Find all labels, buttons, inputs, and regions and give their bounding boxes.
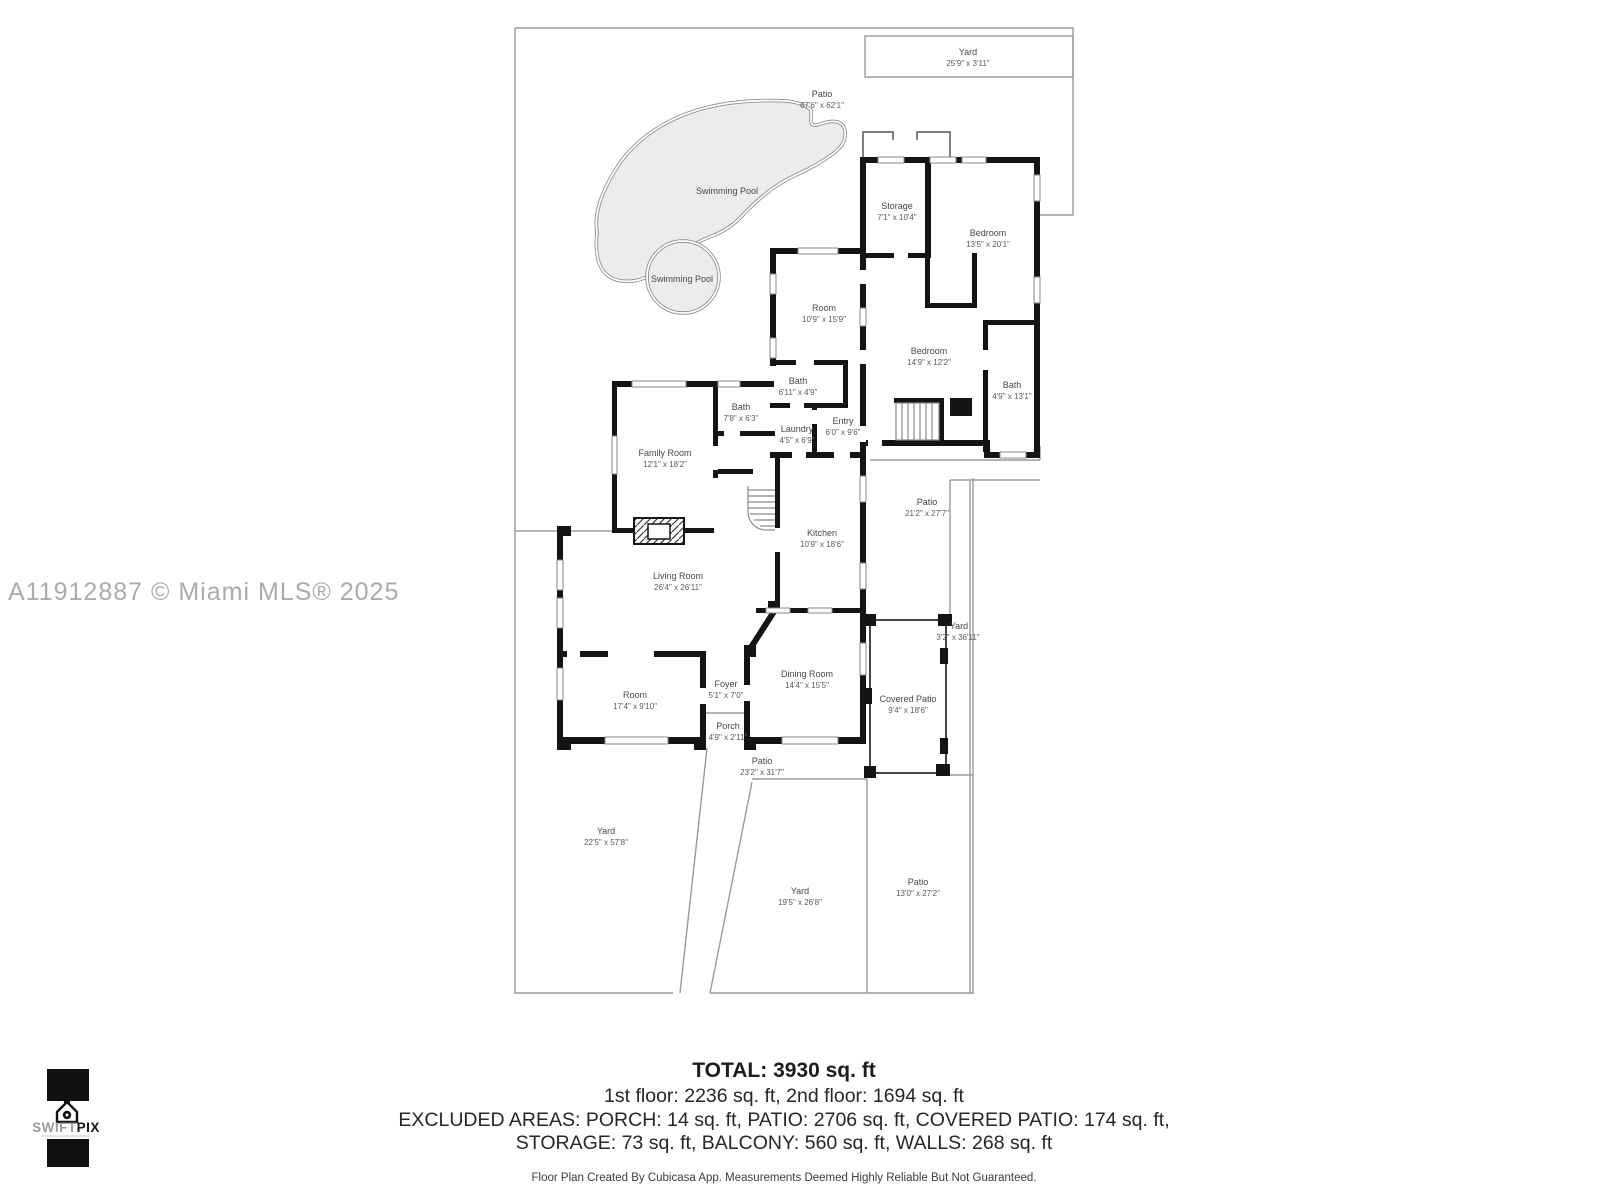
svg-text:Room: Room bbox=[811, 303, 837, 313]
logo-block-bottom bbox=[47, 1139, 89, 1167]
room-label-yard-west bbox=[584, 826, 628, 847]
room-label-covered-patio bbox=[879, 694, 936, 715]
summary-excluded-2: STORAGE: 73 sq. ft, BALCONY: 560 sq. ft, WALLS: 268 sq. ft bbox=[515, 1132, 1053, 1154]
walkway bbox=[680, 748, 973, 993]
svg-text:Kitchen: Kitchen bbox=[806, 528, 838, 538]
svg-text:23'2" x 31'7": 23'2" x 31'7" bbox=[740, 768, 784, 777]
house-camera-icon bbox=[57, 1099, 77, 1122]
svg-text:Swimming Pool: Swimming Pool bbox=[650, 274, 714, 284]
svg-text:Bath: Bath bbox=[788, 376, 808, 386]
svg-text:12'1" x 18'2": 12'1" x 18'2" bbox=[643, 460, 687, 469]
svg-text:9'4" x 18'6": 9'4" x 18'6" bbox=[888, 706, 928, 715]
svg-text:10'9" x 15'9": 10'9" x 15'9" bbox=[802, 315, 846, 324]
room-label-porch bbox=[709, 721, 748, 742]
logo-block-top bbox=[47, 1069, 89, 1101]
svg-text:Patio: Patio bbox=[751, 756, 773, 766]
svg-text:13'5" x 20'1": 13'5" x 20'1" bbox=[966, 240, 1010, 249]
svg-text:Family Room: Family Room bbox=[638, 448, 692, 458]
area-summary bbox=[398, 1059, 1169, 1184]
svg-text:Porch: Porch bbox=[716, 721, 740, 731]
svg-text:19'5" x 26'8": 19'5" x 26'8" bbox=[778, 898, 822, 907]
swimming-pool bbox=[596, 101, 845, 313]
room-label-yard-south bbox=[778, 886, 822, 907]
room-label-bath-c bbox=[724, 402, 759, 423]
room-label-bedroom-lower bbox=[907, 346, 951, 367]
room-label-bath-a bbox=[779, 376, 818, 397]
svg-text:6'11" x 4'9": 6'11" x 4'9" bbox=[778, 388, 818, 397]
svg-text:7'8" x 6'3": 7'8" x 6'3" bbox=[723, 414, 759, 423]
footer-disclaimer: Floor Plan Created By Cubicasa App. Measurements Deemed Highly Reliable But Not Guaranteed. bbox=[531, 1172, 1037, 1184]
room-label-swimming-pool-spa bbox=[651, 274, 713, 284]
svg-text:Foyer: Foyer bbox=[714, 679, 738, 689]
svg-text:Laundry: Laundry bbox=[780, 424, 814, 434]
room-label-patio-south bbox=[740, 756, 784, 777]
svg-text:4'9" x 13'1": 4'9" x 13'1" bbox=[992, 392, 1032, 401]
svg-text:25'9" x 3'11": 25'9" x 3'11" bbox=[946, 59, 990, 68]
room-label-storage bbox=[877, 201, 917, 222]
svg-text:Bath: Bath bbox=[1002, 380, 1022, 390]
svg-text:Yard: Yard bbox=[790, 886, 810, 896]
svg-text:6'0" x 9'6": 6'0" x 9'6" bbox=[825, 428, 861, 437]
fireplace bbox=[634, 518, 684, 544]
svg-text:Yard: Yard bbox=[958, 47, 978, 57]
svg-text:10'9" x 18'6": 10'9" x 18'6" bbox=[800, 540, 844, 549]
svg-text:4'5" x 6'9": 4'5" x 6'9" bbox=[779, 436, 815, 445]
svg-text:Yard: Yard bbox=[596, 826, 616, 836]
svg-text:Bath: Bath bbox=[731, 402, 751, 412]
room-label-entry bbox=[826, 416, 861, 437]
room-label-family-room bbox=[638, 448, 691, 469]
room-label-laundry bbox=[780, 424, 815, 445]
mls-watermark: A11912887 © Miami MLS® 2025 bbox=[8, 578, 400, 606]
room-label-room-upper bbox=[802, 303, 846, 324]
svg-text:7'1" x 10'4": 7'1" x 10'4" bbox=[877, 213, 917, 222]
svg-text:Storage: Storage bbox=[881, 201, 913, 211]
room-label-swimming-pool bbox=[696, 186, 758, 196]
svg-text:Yard: Yard bbox=[949, 621, 969, 631]
room-label-yard-top bbox=[946, 47, 989, 68]
room-label-room-lower bbox=[613, 690, 657, 711]
room-label-dining-room bbox=[781, 669, 833, 690]
stairs-upper bbox=[896, 403, 939, 440]
svg-text:Swimming Pool: Swimming Pool bbox=[695, 186, 759, 196]
svg-text:14'4" x 15'5": 14'4" x 15'5" bbox=[785, 681, 829, 690]
svg-text:Patio: Patio bbox=[907, 877, 929, 887]
room-label-bedroom-upper bbox=[966, 228, 1010, 249]
svg-text:4'9" x 2'11": 4'9" x 2'11" bbox=[708, 733, 748, 742]
svg-text:26'4" x 26'11": 26'4" x 26'11" bbox=[654, 583, 702, 592]
room-label-living-room bbox=[653, 571, 703, 592]
summary-floors: 1st floor: 2236 sq. ft, 2nd floor: 1694 sq. ft bbox=[604, 1085, 964, 1107]
svg-text:Patio: Patio bbox=[811, 89, 833, 99]
svg-text:Entry: Entry bbox=[832, 416, 854, 426]
summary-total: TOTAL: 3930 sq. ft bbox=[692, 1059, 876, 1082]
svg-text:22'5" x 57'8": 22'5" x 57'8" bbox=[584, 838, 628, 847]
svg-text:17'4" x 9'10": 17'4" x 9'10" bbox=[613, 702, 657, 711]
stairs-main bbox=[748, 486, 775, 530]
svg-text:14'9" x 12'2": 14'9" x 12'2" bbox=[907, 358, 951, 367]
dining-diagonal-wall bbox=[750, 610, 775, 649]
svg-text:5'1" x 7'0": 5'1" x 7'0" bbox=[708, 691, 744, 700]
svg-text:Covered Patio: Covered Patio bbox=[879, 694, 937, 704]
svg-text:Bedroom: Bedroom bbox=[969, 228, 1007, 238]
swiftpix-logo bbox=[32, 1069, 100, 1167]
svg-text:21'2" x 27'7": 21'2" x 27'7" bbox=[905, 509, 949, 518]
room-label-foyer bbox=[709, 679, 744, 700]
svg-text:Room: Room bbox=[622, 690, 648, 700]
logo-wordmark: SWIFTPIX bbox=[32, 1120, 100, 1135]
summary-excluded-1: EXCLUDED AREAS: PORCH: 14 sq. ft, PATIO: 2706 sq. ft, COVERED PATIO: 174 sq. ft, bbox=[398, 1109, 1170, 1131]
svg-text:Bedroom: Bedroom bbox=[910, 346, 948, 356]
room-label-bath-b bbox=[992, 380, 1032, 401]
svg-text:Living Room: Living Room bbox=[652, 571, 704, 581]
svg-text:67'6" x 62'1": 67'6" x 62'1" bbox=[800, 101, 844, 110]
room-label-patio-corner bbox=[896, 877, 940, 898]
svg-text:3'2" x 36'11": 3'2" x 36'11" bbox=[936, 633, 980, 642]
svg-text:Patio: Patio bbox=[916, 497, 938, 507]
svg-text:13'0" x 27'2": 13'0" x 27'2" bbox=[896, 889, 940, 898]
room-label-kitchen bbox=[800, 528, 844, 549]
room-label-patio-east bbox=[905, 497, 949, 518]
svg-text:Dining Room: Dining Room bbox=[780, 669, 834, 679]
room-label-patio-pool bbox=[800, 89, 844, 110]
